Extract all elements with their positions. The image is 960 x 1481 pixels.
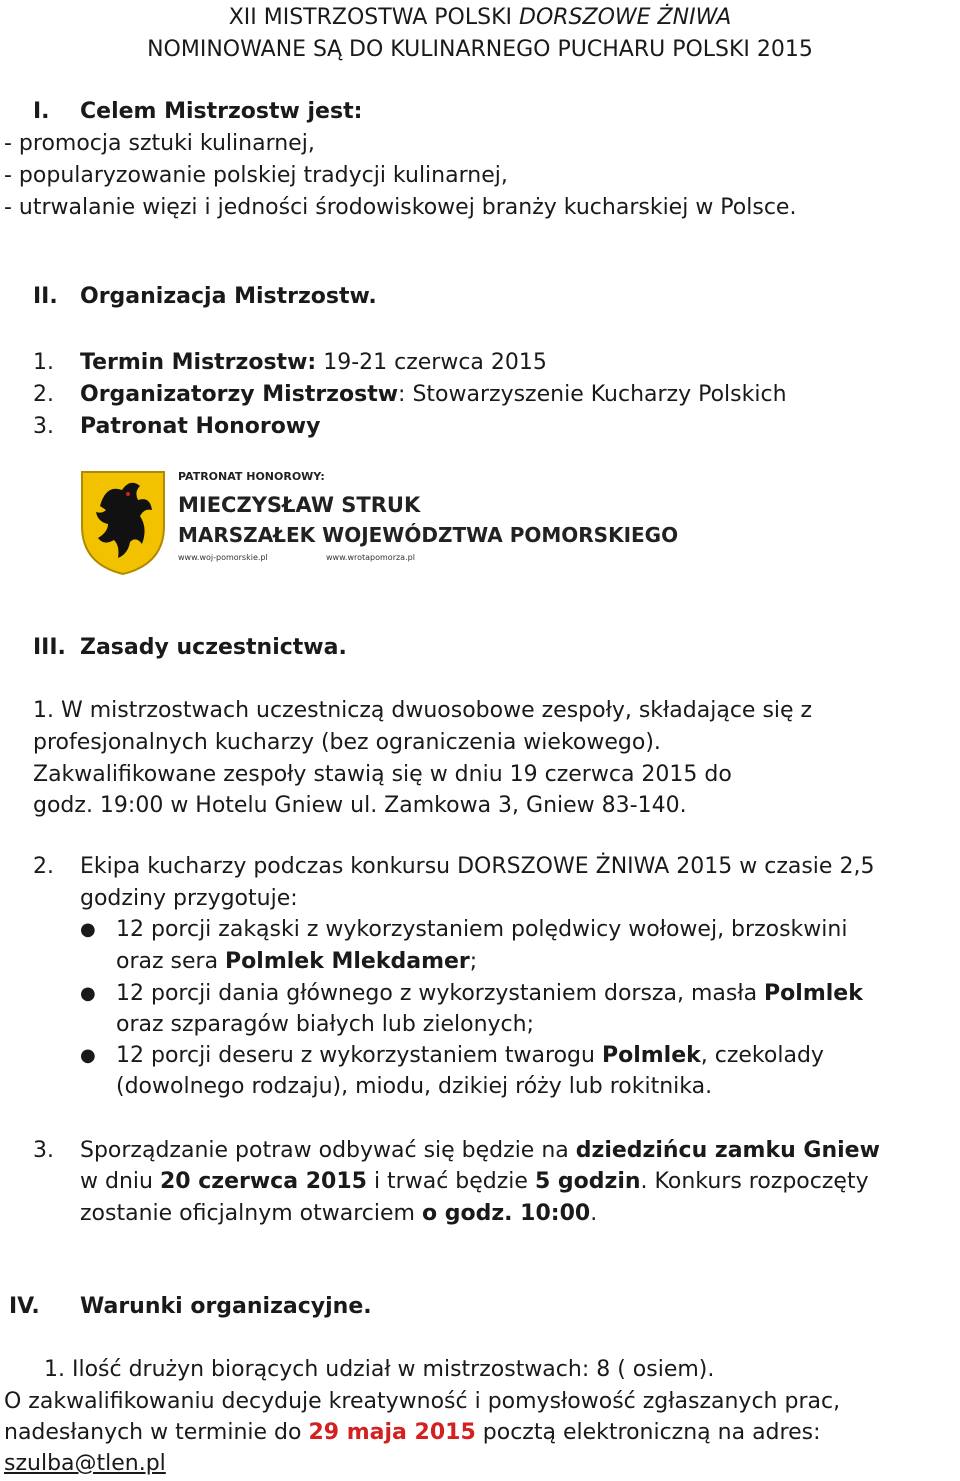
section-1-title: Celem Mistrzostw jest: (80, 99, 363, 124)
paragraph-line: Sporządzanie potraw odbywać się będzie na dziedzińcu zamku Gniew (80, 1138, 880, 1163)
paragraph-line: Ekipa kucharzy podczas konkursu DORSZOWE ŻNIWA 2015 w czasie 2,5 (80, 854, 875, 879)
list-number: 3. (33, 1138, 54, 1163)
event-date: Termin Mistrzostw: 19-21 czerwca 2015 (80, 350, 547, 375)
organizers: Organizatorzy Mistrzostw: Stowarzyszenie Kucharzy Polskich (80, 382, 787, 407)
paragraph-line: zostanie oficjalnym otwarciem o godz. 10:00. (80, 1201, 598, 1226)
banner-url: www.woj-pomorskie.pl (178, 553, 268, 562)
dish-item: oraz szparagów białych lub zielonych; (116, 1012, 534, 1037)
paragraph-line: 1. Ilość drużyn biorących udział w mistrzostwach: 8 ( osiem). (44, 1357, 715, 1382)
email-link[interactable]: szulba@tlen.pl (4, 1451, 166, 1476)
paragraph-line: O zakwalifikowaniu decyduje kreatywność i pomysłowość zgłaszanych prac, (4, 1389, 841, 1414)
deadline-date: 29 maja 2015 (308, 1420, 476, 1445)
list-number: 2. (33, 382, 54, 407)
list-number: 3. (33, 414, 54, 439)
list-number: 2. (33, 854, 54, 879)
bullet-icon: ● (80, 983, 96, 1004)
dish-item: 12 porcji dania głównego z wykorzystaniem dorsza, masła Polmlek (116, 981, 863, 1006)
patronage-banner (78, 466, 679, 578)
goal-item: - promocja sztuki kulinarnej, (4, 131, 315, 156)
paragraph-line: godz. 19:00 w Hotelu Gniew ul. Zamkowa 3, Gniew 83-140. (33, 793, 687, 818)
bullet-icon: ● (80, 919, 96, 940)
section-1-number: I. (33, 99, 50, 124)
doc-title-line2: NOMINOWANE SĄ DO KULINARNEGO PUCHARU POLSKI 2015 (147, 37, 813, 62)
paragraph-line: godziny przygotuje: (80, 886, 298, 911)
section-4-number: IV. (9, 1294, 40, 1319)
banner-office: MARSZAŁEK WOJEWÓDZTWA POMORSKIEGO (178, 523, 679, 547)
dish-item: 12 porcji deseru z wykorzystaniem twarogu Polmlek, czekolady (116, 1043, 824, 1068)
dish-item: (dowolnego rodzaju), miodu, dzikiej róży lub rokitnika. (116, 1074, 713, 1099)
banner-url: www.wrotapomorza.pl (326, 553, 415, 562)
section-2-title: Organizacja Mistrzostw. (80, 284, 377, 309)
section-4-title: Warunki organizacyjne. (80, 1294, 372, 1319)
section-2-number: II. (33, 284, 58, 309)
dish-item: 12 porcji zakąski z wykorzystaniem polędwicy wołowej, brzoskwini (116, 917, 848, 942)
doc-title-line1: XII MISTRZOSTWA POLSKI DORSZOWE ŻNIWA (228, 5, 732, 30)
section-3-title: Zasady uczestnictwa. (80, 635, 347, 660)
list-number: 1. (33, 350, 54, 375)
banner-name: MIECZYSŁAW STRUK (178, 493, 421, 517)
paragraph-line: w dniu 20 czerwca 2015 i trwać będzie 5 godzin. Konkurs rozpoczęty (80, 1169, 869, 1194)
section-3-number: III. (33, 635, 66, 660)
goal-item: - popularyzowanie polskiej tradycji kulinarnej, (4, 163, 508, 188)
goal-item: - utrwalanie więzi i jedności środowiskowej branży kucharskiej w Polsce. (4, 195, 797, 220)
paragraph-line: Zakwalifikowane zespoły stawią się w dniu 19 czerwca 2015 do (33, 762, 732, 787)
paragraph-line: 1. W mistrzostwach uczestniczą dwuosobowe zespoły, składające się z (33, 698, 813, 723)
paragraph-line: nadesłanych w terminie do 29 maja 2015 pocztą elektroniczną na adres: (4, 1420, 821, 1445)
dish-item: oraz sera Polmlek Mlekdamer; (116, 949, 478, 974)
patronage-label: Patronat Honorowy (80, 414, 321, 439)
banner-label: PATRONAT HONOROWY: (178, 470, 325, 483)
paragraph-line: profesjonalnych kucharzy (bez ograniczenia wiekowego). (33, 730, 661, 755)
bullet-icon: ● (80, 1045, 96, 1066)
